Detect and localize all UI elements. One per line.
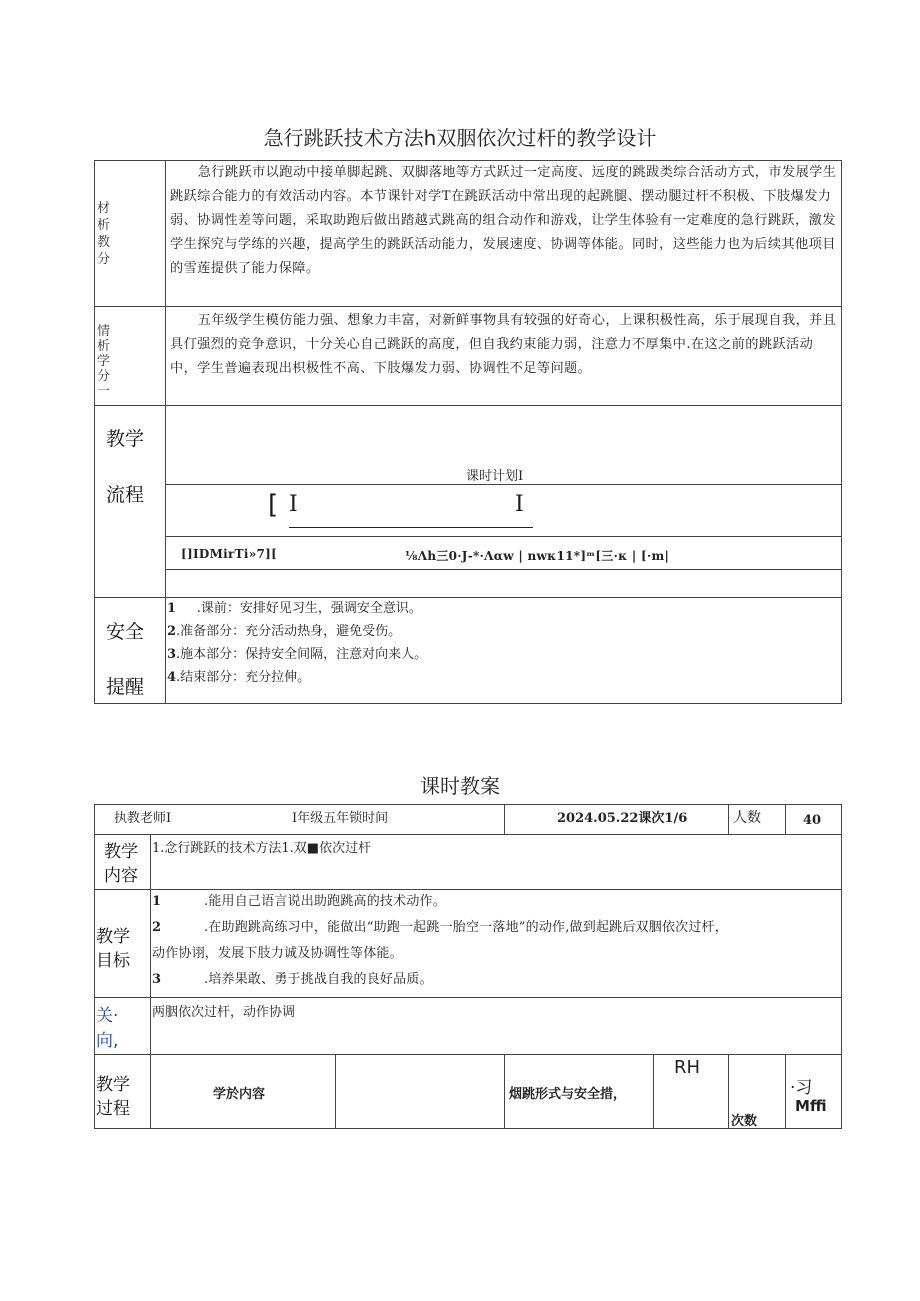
student-analysis-text: 五年级学生模仿能力强、想象力丰富，对新鲜事物具有较强的好奇心，上课积极性高，乐于展现自我，并且具仃强烈的竞争意识，十分关心自己跳跃的高度，但自我约束能力弱，注意力不厚集中.在这之前的跳跃活动中，学生普遍表现出枳极性不高、下肢爆发力弱、协调性不足等问题。 [170, 313, 837, 376]
process-label-line2: 过程 [96, 1099, 130, 1119]
col-divider [504, 1054, 505, 1129]
col-header-right-top: ·习 [790, 1078, 813, 1098]
flow-steps-left: []IDMirTi»7][ [181, 547, 278, 561]
content-label-line2: 内容 [104, 866, 138, 886]
content-label-line1: 教学 [104, 842, 138, 862]
label-col-divider [150, 834, 151, 1129]
col-divider [785, 1054, 786, 1129]
row-divider [94, 997, 842, 998]
grade-time-field: I年级五年锁时间 [292, 811, 389, 826]
lesson-plan-label: 课时计划I [466, 469, 524, 484]
safety-label-line1: 安全 [106, 621, 145, 643]
key-label-line1: 关· [96, 1006, 119, 1026]
safety-item: 1 .课前：安排好见习生，强调安全意识。 [167, 601, 422, 616]
col-divider [728, 804, 729, 834]
student-count-label: 人数 [733, 810, 761, 826]
goal-item: 3 .培养果敢、勇于挑战自我的良好品质。 [152, 972, 433, 987]
flow-divider [165, 569, 842, 570]
content-text: 1.念行跳跃的技术方法1.双■依次过杆 [152, 841, 372, 856]
material-analysis-label: 材 析 教 分 [97, 201, 111, 267]
goal-item: 1 .能用自己语言说出助跑跳高的技术动作。 [152, 894, 446, 909]
col-header-content: 学於内容 [213, 1087, 266, 1102]
goals-label-line2: 目标 [96, 951, 130, 971]
flow-bar-right: I [515, 492, 524, 517]
student-count-value: 40 [803, 813, 822, 828]
flow-divider [165, 536, 842, 537]
flow-divider [165, 484, 842, 485]
col-divider [653, 1054, 654, 1129]
col-header-times: 次数 [731, 1114, 758, 1129]
col-divider [335, 1054, 336, 1129]
process-label-line1: 教学 [96, 1075, 130, 1095]
flow-bracket: [ [268, 490, 279, 520]
safety-item: 4.结束部分：充分拉伸。 [167, 670, 311, 685]
row-divider [94, 405, 842, 406]
flow-label-line1: 教学 [106, 428, 145, 450]
col-divider [504, 804, 505, 834]
flow-label-line2: 流程 [106, 484, 145, 506]
col-header-form: 烟跳形式与安全措， [509, 1087, 627, 1102]
key-label-line2: 向, [96, 1031, 119, 1051]
design-table-divider [165, 160, 166, 704]
goal-item: 动作协诩，发展下肢力诚及协调性等体能。 [152, 946, 403, 961]
safety-item: 2.准备部分：充分活动热身，避免受伤。 [167, 624, 402, 639]
design-title: 急行跳跃技术方法h双胭依次过杆的教学设计 [263, 126, 657, 150]
date-session-field: 2024.05.22课次1/6 [557, 811, 688, 826]
lesson-plan-title: 课时教案 [420, 774, 500, 798]
teacher-field: 执教老师I [114, 811, 172, 826]
flow-steps-right: ⅛Λh三0·J-*·Λαw | nwκ11*]ᵐ[三·κ | [·m| [405, 549, 670, 563]
goals-list [152, 889, 840, 993]
key-text: 两胭依次过杆，动作协调 [152, 1005, 296, 1020]
material-analysis-text: 急行跳跃市以跑动中接单脚起跳、双脚落地等方式跃过一定高度、远度的跳跋类综合活动方式，市发展学生跳跃综合能力的有效活动内容。本节课针对学T在跳跃活动中常出现的起跳腿、摆动腿过杆不积极、下肢爆发力弱、协调性差等问题，采取助跑后做出踏越式跳高的组合动作和游戏，让学生体验有一定难度的急行跳跃，激发学生探究与学练的兴趣，提高学生的跳跃活动能力，发展速度、协调等体能。同时，这些能力也为后续其他项目的雪莲提供了能力保障。 [170, 165, 837, 276]
col-header-right-bottom: Mffi [795, 1097, 827, 1115]
safety-item: 3.施本部分：保持安全间隔，注意对向来人。 [167, 647, 428, 662]
col-header-rh: RH [674, 1057, 701, 1078]
flow-bar-left: I [289, 492, 298, 517]
safety-list [167, 597, 837, 689]
safety-label-line2: 提醒 [106, 676, 145, 698]
student-analysis-label: 情 析 学 分 一 [97, 324, 111, 399]
row-divider [94, 306, 842, 307]
goals-label-line1: 教学 [96, 927, 130, 947]
col-divider [728, 1054, 729, 1129]
goal-item: 2 .在助跑跳高练习中，能做出“助跑一起跳一胎空一落地”的动作,做到起跳后双胭依次过杆， [152, 920, 728, 935]
row-divider [94, 834, 842, 835]
row-divider [94, 1054, 842, 1055]
flow-underline [289, 527, 533, 528]
col-divider [785, 804, 786, 834]
